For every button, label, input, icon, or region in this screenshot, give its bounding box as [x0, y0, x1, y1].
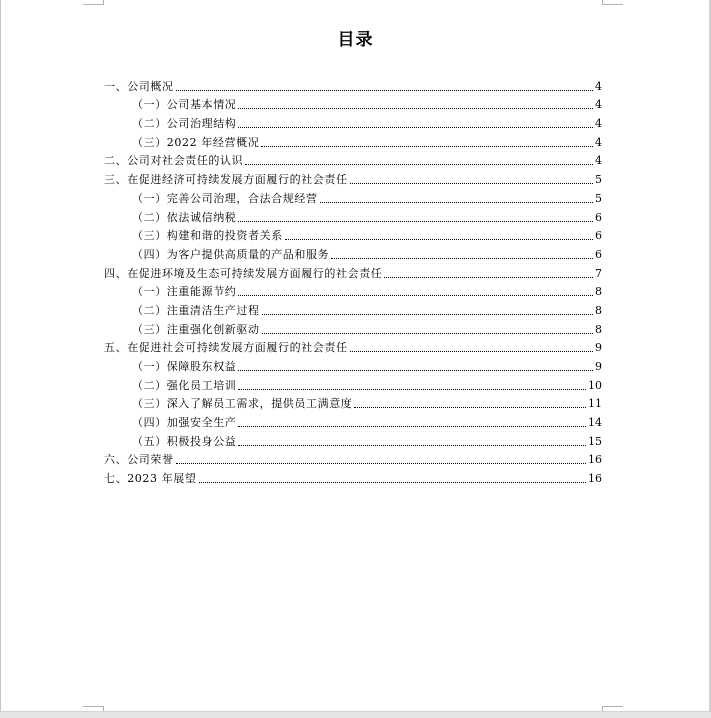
toc-dot-leader — [320, 202, 593, 203]
toc-entry[interactable] — [104, 130, 602, 149]
toc-entry-label: （一）公司基本情况 — [132, 98, 237, 112]
toc-entry-page-number: 4 — [595, 154, 602, 168]
crop-mark-top-left-h — [83, 4, 104, 5]
toc-dot-leader — [238, 426, 586, 427]
toc-title: 目录 — [337, 30, 374, 51]
toc-entry-page-number: 4 — [595, 79, 602, 93]
toc-entry-page-number: 10 — [588, 378, 602, 392]
toc-entry[interactable] — [104, 317, 602, 336]
toc-entry-page-number: 11 — [588, 397, 602, 411]
toc-entry[interactable] — [104, 205, 602, 224]
toc-entry[interactable] — [104, 466, 602, 485]
crop-mark-top-left-v — [103, 0, 104, 5]
toc-entry-label: （三）注重强化创新驱动 — [132, 322, 260, 336]
toc-dot-leader — [331, 258, 593, 259]
toc-entry[interactable] — [104, 149, 602, 168]
toc-entry-page-number: 9 — [595, 341, 602, 355]
toc-dot-leader — [176, 90, 593, 91]
crop-mark-top-right-v — [602, 0, 603, 5]
toc-entry-label: （二）注重清洁生产过程 — [132, 303, 260, 317]
toc-dot-leader — [238, 108, 593, 109]
toc-entry[interactable] — [104, 280, 602, 299]
toc-entry-page-number: 4 — [595, 98, 602, 112]
toc-entry[interactable] — [104, 224, 602, 243]
crop-mark-top-right-h — [602, 4, 623, 5]
toc-entry-page-number: 16 — [588, 472, 602, 486]
toc-dot-leader — [262, 314, 593, 315]
toc-entry-label: 五、在促进社会可持续发展方面履行的社会责任 — [104, 341, 348, 355]
toc-entry-label: 一、公司概况 — [104, 79, 174, 93]
table-of-contents — [104, 74, 602, 485]
toc-entry-label: （四）加强安全生产 — [132, 416, 237, 430]
toc-entry[interactable] — [104, 298, 602, 317]
crop-mark-bottom-right-h — [602, 706, 623, 707]
toc-entry-page-number: 6 — [595, 210, 602, 224]
toc-dot-leader — [350, 351, 593, 352]
toc-entry-label: （五）积极投身公益 — [132, 434, 237, 448]
toc-entry-page-number: 6 — [595, 247, 602, 261]
toc-entry-page-number: 15 — [588, 434, 602, 448]
toc-dot-leader — [354, 407, 586, 408]
toc-entry-label: （一）保障股东权益 — [132, 360, 237, 373]
toc-entry-label: 三、在促进经济可持续发展方面履行的社会责任 — [104, 173, 348, 187]
toc-dot-leader — [285, 239, 593, 240]
toc-entry-label: （二）强化员工培训 — [132, 378, 237, 392]
toc-entry[interactable] — [104, 429, 602, 448]
toc-dot-leader — [245, 164, 593, 165]
toc-entry[interactable] — [104, 354, 602, 373]
toc-dot-leader — [238, 370, 593, 371]
toc-dot-leader — [238, 127, 593, 128]
toc-dot-leader — [384, 277, 593, 278]
toc-entry-page-number: 8 — [595, 322, 602, 336]
toc-entry-label: （二）公司治理结构 — [132, 117, 237, 131]
toc-entry-label: 二、公司对社会责任的认识 — [104, 154, 244, 168]
toc-entry[interactable] — [104, 410, 602, 429]
toc-dot-leader — [350, 183, 593, 184]
toc-dot-leader — [238, 389, 586, 390]
toc-entry-label: 六、公司荣誉 — [104, 453, 174, 467]
toc-entry-label: 七、2023 年展望 — [104, 472, 197, 486]
toc-entry-page-number: 6 — [595, 229, 602, 243]
toc-entry[interactable] — [104, 261, 602, 280]
toc-entry[interactable] — [104, 74, 602, 93]
toc-dot-leader — [238, 445, 586, 446]
page-edge-left — [0, 0, 1, 718]
toc-entry-label: （一）完善公司治理，合法合规经营 — [132, 191, 318, 205]
toc-entry-page-number: 5 — [595, 191, 602, 205]
toc-dot-leader — [261, 146, 593, 147]
toc-entry-label: （一）注重能源节约 — [132, 285, 237, 299]
toc-entry-label: （三）深入了解员工需求，提供员工满意度 — [132, 397, 353, 411]
toc-entry[interactable] — [104, 373, 602, 392]
toc-entry[interactable] — [104, 336, 602, 355]
toc-entry-label: 四、在促进环境及生态可持续发展方面履行的社会责任 — [104, 266, 383, 280]
toc-entry[interactable] — [104, 93, 602, 112]
toc-dot-leader — [176, 463, 586, 464]
toc-entry-page-number: 5 — [595, 173, 602, 187]
toc-entry-page-number: 8 — [595, 303, 602, 317]
toc-entry-page-number: 4 — [595, 135, 602, 149]
toc-entry[interactable] — [104, 242, 602, 261]
page-gap-bar — [0, 711, 711, 718]
toc-dot-leader — [238, 221, 593, 222]
toc-entry-label: （二）依法诚信纳税 — [132, 210, 237, 224]
toc-entry-page-number: 8 — [595, 285, 602, 299]
toc-entry[interactable] — [104, 448, 602, 467]
toc-entry-page-number: 16 — [588, 453, 602, 467]
toc-entry[interactable] — [104, 167, 602, 186]
toc-entry[interactable] — [104, 111, 602, 130]
toc-entry[interactable] — [104, 186, 602, 205]
toc-entry-label: （三）构建和谐的投资者关系 — [132, 229, 283, 243]
toc-entry[interactable] — [104, 392, 602, 411]
toc-entry-page-number: 9 — [595, 360, 602, 373]
toc-dot-leader — [262, 333, 593, 334]
toc-entry-label: （四）为客户提供高质量的产品和服务 — [132, 247, 330, 261]
crop-mark-bottom-left-h — [83, 706, 104, 707]
toc-entry-label: （三）2022 年经营概况 — [132, 135, 260, 149]
toc-dot-leader — [199, 482, 587, 483]
toc-entry-page-number: 14 — [588, 416, 602, 430]
toc-entry-page-number: 4 — [595, 117, 602, 131]
toc-dot-leader — [238, 295, 593, 296]
toc-entry-page-number: 7 — [595, 266, 602, 280]
